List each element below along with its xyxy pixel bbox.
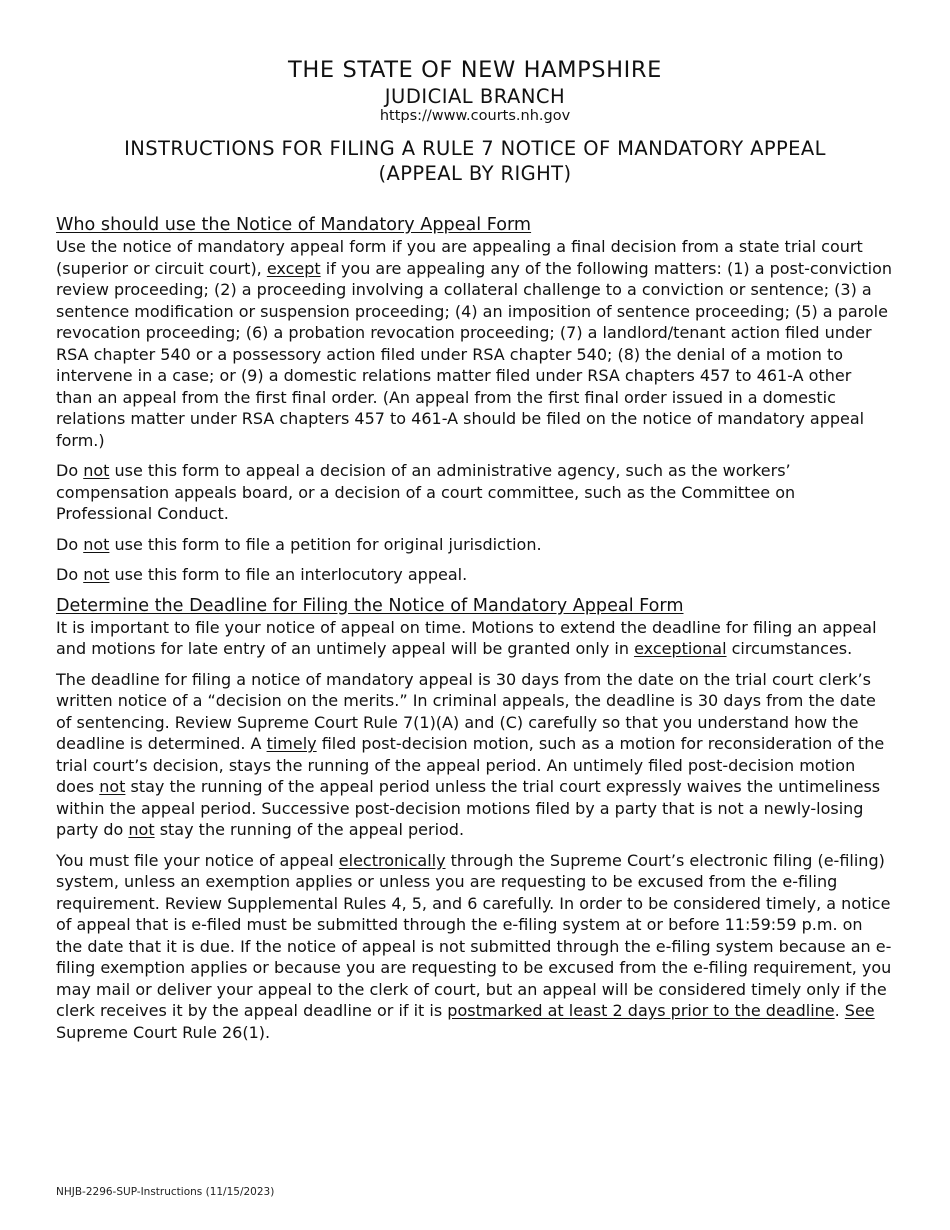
paragraph: Use the notice of mandatory appeal form if you are appealing a final decision from a state trial court (superior or circuit court), except if you are appealing any of the following matters: (1) a post-conviction review proceeding; (2) a proceeding involving a collateral challenge to a conviction or sentence; (3) a sentence modification or suspension proceeding; (4) an imposition of sentence proceeding; (5) a parole revocation proceeding; (6) a probation revocation proceeding; (7) a landlord/tenant action filed under RSA chapter 540 or a possessory action filed under RSA chapter 540; (8) the denial of a motion to intervene in a case; or (9) a domestic relations matter filed under RSA chapters 457 to 461-A other than an appeal from the first final order. (An appeal from the first final order issued in a domestic relations matter under RSA chapters 457 to 461-A should be filed on the notice of mandatory appeal form.): [56, 237, 893, 450]
document-title-line-1: INSTRUCTIONS FOR FILING A RULE 7 NOTICE OF MANDATORY APPEAL: [124, 137, 826, 160]
emphasis-underline: except: [266, 258, 321, 278]
emphasis-underline: exceptional: [634, 639, 727, 658]
emphasis-underline: postmarked at least 2 days prior to the deadline: [447, 1001, 835, 1020]
paragraph: Do not use this form to file an interlocutory appeal.: [56, 565, 468, 584]
emphasis-underline: electronically: [338, 850, 446, 870]
emphasis-underline: not: [83, 534, 110, 554]
emphasis-underline: not: [128, 820, 155, 839]
document-title: [0, 136, 950, 186]
paragraph: You must file your notice of appeal electronically through the Supreme Court’s electronic filing (e-filing) system, unless an exemption applies or unless you are requesting to be excused from the e-filing requirement. Review Supplemental Rules 4, 5, and 6 carefully. In order to be considered timely, a notice of appeal that is e-filed must be submitted through the e-filing system at or before 11:59:59 p.m. on the date that it is due. If the notice of appeal is not submitted through the e-filing system because an e-filing exemption applies or because you are requesting to be excused from the e-filing requirement, you may mail or deliver your appeal to the clerk of court, but an appeal will be considered timely only if the clerk receives it by the appeal deadline or if it is postmarked at least 2 days prior to the deadline. See Supreme Court Rule 26(1).: [56, 850, 892, 1042]
court-url: https://www.courts.nh.gov: [379, 108, 571, 124]
emphasis-underline: not: [83, 461, 110, 480]
emphasis-underline: See: [844, 1001, 875, 1020]
paragraph: Do not use this form to appeal a decision of an administrative agency, such as the workers’ compensation appeals board, or a decision of a court committee, such as the Committee on Professional Conduct.: [56, 461, 796, 523]
form-id-footer: NHJB-2296-SUP-Instructions (11/15/2023): [56, 1186, 275, 1198]
section-heading-deadline: Determine the Deadline for Filing the Notice of Mandatory Appeal Form: [56, 595, 684, 616]
state-title: THE STATE OF NEW HAMPSHIRE: [288, 57, 662, 83]
emphasis-underline: not: [99, 777, 126, 796]
emphasis-underline: not: [83, 565, 110, 584]
branch-title: JUDICIAL BRANCH: [384, 85, 566, 108]
paragraph: It is important to file your notice of appeal on time. Motions to extend the deadline for filing an appeal and motions for late entry of an untimely appeal will be granted only in exceptional circumstances.: [56, 617, 877, 658]
section-heading-who-should-use: Who should use the Notice of Mandatory Appeal Form: [56, 215, 532, 235]
emphasis-underline: timely: [266, 734, 317, 753]
paragraph: Do not use this form to file a petition for original jurisdiction.: [56, 534, 542, 554]
paragraph: The deadline for filing a notice of mandatory appeal is 30 days from the date on the trial court clerk’s written notice of a “decision on the merits.” In criminal appeals, the deadline is 30 days from the date of sentencing. Review Supreme Court Rule 7(1)(A) and (C) carefully so that you understand how the deadline is determined. A timely filed post-decision motion, such as a motion for reconsideration of the trial court’s decision, stays the running of the appeal period. An untimely filed post-decision motion does not stay the running of the appeal period unless the trial court expressly waives the untimeliness within the appeal period. Successive post-decision motions filed by a party that is not a newly-losing party do not stay the running of the appeal period.: [56, 669, 885, 839]
document-title-line-2: (APPEAL BY RIGHT): [378, 162, 572, 185]
document-body: [56, 214, 892, 1052]
